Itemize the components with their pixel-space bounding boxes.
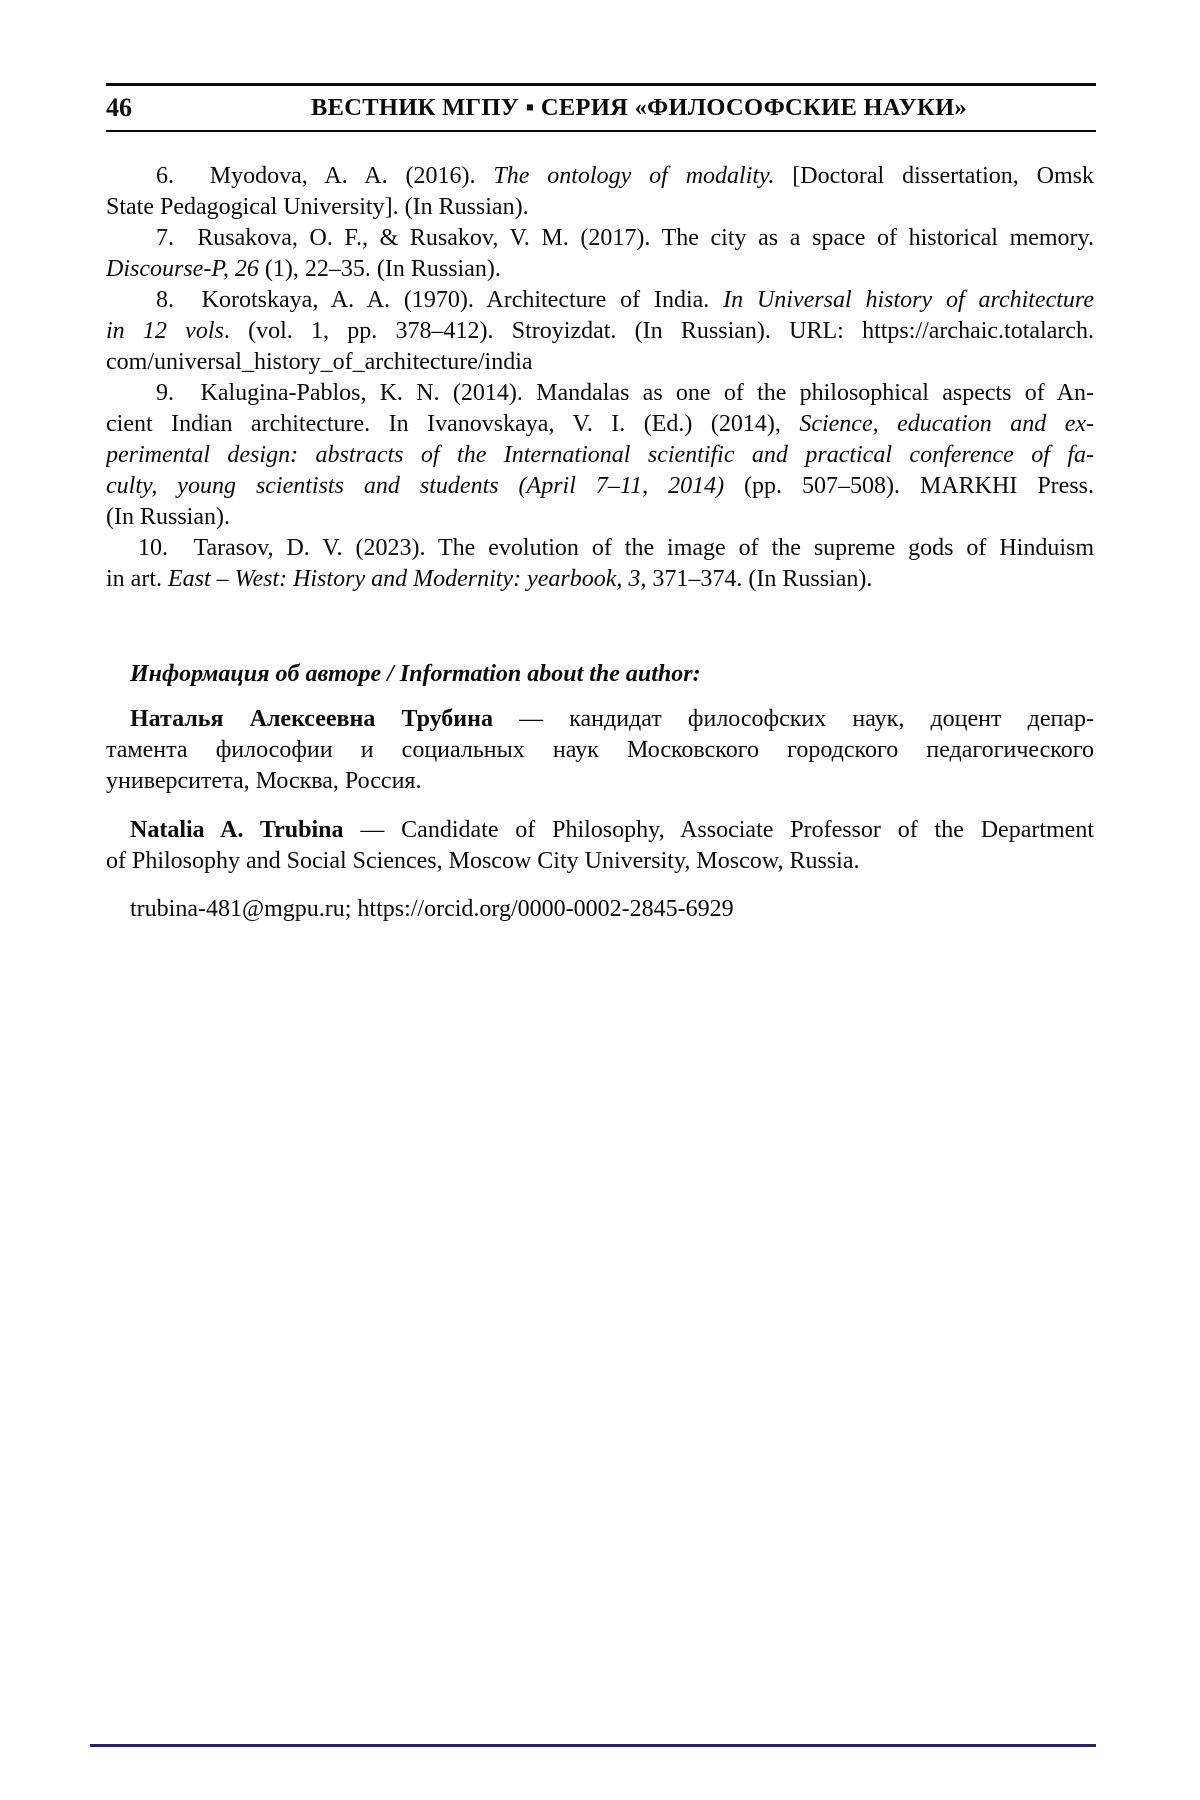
text-line: 8. Korotskaya, A. A. (1970). Architecture of India. In Universal history of architecture xyxy=(156,287,1094,313)
text-line: com/universal_history_of_architecture/india xyxy=(106,349,533,375)
text-line: 7. Rusakova, O. F., & Rusakov, V. M. (2017). The city as a space of historical memory. xyxy=(156,225,1094,251)
text-line: of Philosophy and Social Sciences, Moscow City University, Moscow, Russia. xyxy=(106,848,860,874)
author-info-heading: Информация об авторе / Information about the author: xyxy=(130,661,701,687)
author-info-russian xyxy=(106,704,1094,797)
reference-item-10 xyxy=(106,533,1094,595)
text-line: perimental design: abstracts of the International scientific and practical conference of fa- xyxy=(106,442,1094,468)
text-line: 10. Tarasov, D. V. (2023). The evolution of the image of the supreme gods of Hinduism xyxy=(138,535,1094,561)
header-bottom-rule xyxy=(106,130,1096,132)
reference-item-9 xyxy=(106,378,1094,533)
text-line: Наталья Алексеевна Трубина — кандидат философских наук, доцент депар- xyxy=(130,706,1094,732)
text-line: State Pedagogical University]. (In Russian). xyxy=(106,194,529,220)
journal-header-title: ВЕСТНИК МГПУ ▪ СЕРИЯ «ФИЛОСОФСКИЕ НАУКИ» xyxy=(311,94,967,121)
footer-rule xyxy=(90,1744,1096,1747)
text-line: тамента философии и социальных наук Московского городского педагогического xyxy=(106,737,1094,763)
author-contact-line: trubina-481@mgpu.ru; https://orcid.org/0000-0002-2845-6929 xyxy=(130,896,734,922)
reference-item-7 xyxy=(106,223,1094,285)
text-line: in art. East – West: History and Modernity: yearbook, 3, 371–374. (In Russian). xyxy=(106,566,873,592)
text-line: culty, young scientists and students (April 7–11, 2014) (pp. 507–508). MARKHI Press. xyxy=(106,473,1094,499)
reference-item-6 xyxy=(106,161,1094,223)
text-line: университета, Москва, Россия. xyxy=(106,768,422,794)
text-line: in 12 vols. (vol. 1, pp. 378–412). Stroyizdat. (In Russian). URL: https://archaic.totalarch. xyxy=(106,318,1094,344)
header-top-rule xyxy=(106,83,1096,86)
text-line: 6. Myodova, A. A. (2016). The ontology of modality. [Doctoral dissertation, Omsk xyxy=(156,163,1094,189)
text-line: cient Indian architecture. In Ivanovskaya, V. I. (Ed.) (2014), Science, education and ex- xyxy=(106,411,1094,437)
text-line: (In Russian). xyxy=(106,504,230,530)
running-header xyxy=(106,88,1096,128)
page-number: 46 xyxy=(106,93,132,122)
page-content xyxy=(106,161,1094,925)
text-line: 9. Kalugina-Pablos, K. N. (2014). Mandalas as one of the philosophical aspects of An- xyxy=(156,380,1094,406)
reference-item-8 xyxy=(106,285,1094,378)
author-info-english xyxy=(106,815,1094,877)
text-line: Natalia A. Trubina — Candidate of Philosophy, Associate Professor of the Department xyxy=(130,817,1094,843)
text-line: Discourse-P, 26 (1), 22–35. (In Russian). xyxy=(106,256,501,282)
